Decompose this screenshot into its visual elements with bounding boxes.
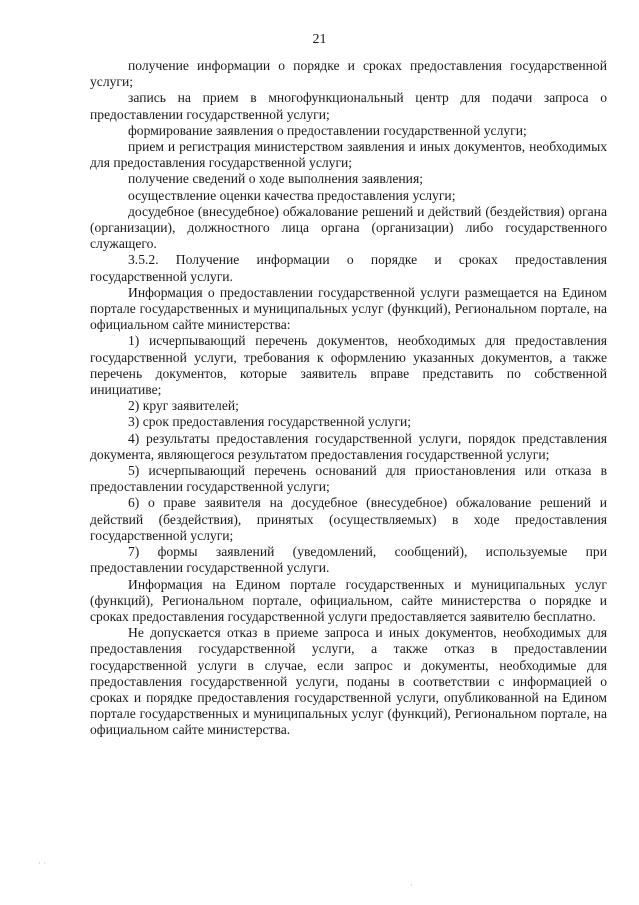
list-item: 1) исчерпывающий перечень документов, необходимых для предоставления государственной услуги, требования к оформлению указанных документов, а также перечень документов, которые заявитель вправе представить по собственной инициативе; — [90, 333, 607, 398]
paragraph: Информация о предоставлении государственной услуги размещается на Едином портале государственных и муниципальных услуг (функций), Региональном портале, на официальном сайте министерства: — [90, 284, 607, 333]
paragraph: досудебное (внесудебное) обжалование решений и действий (бездействия) органа (организации), должностного лица органа (организации) либо государственного служащего. — [90, 203, 607, 252]
paragraph: формирование заявления о предоставлении государственной услуги; — [128, 122, 527, 138]
list-item: 4) результаты предоставления государственной услуги, порядок представления документа, являющегося результатом предоставления государственной услуги; — [90, 430, 607, 462]
scan-noise: · · — [38, 858, 47, 868]
paragraph: получение сведений о ходе выполнения заявления; — [128, 171, 423, 187]
paragraph: получение информации о порядке и сроках предоставления государственной услуги; — [90, 58, 607, 90]
section-heading: 3.5.2. Получение информации о порядке и сроках предоставления государственной услуги. — [90, 252, 607, 284]
paragraph: осуществление оценки качества предоставления услуги; — [128, 187, 456, 203]
list-item: 5) исчерпывающий перечень оснований для приостановления или отказа в предоставлении государственной услуги; — [90, 463, 607, 495]
paragraph: Не допускается отказ в приеме запроса и иных документов, необходимых для предоставления государственной услуги, а также отказ в предоставлении государственной услуги в случае, если запрос и документы, необходимые для предоставления государственной услуги, поданы в соответствии с информацией о сроках и порядке предоставления государственной услуги, опубликованной на Едином портале государственных и муниципальных услуг (функций), Региональном портале, на официальном сайте министерства. — [90, 625, 607, 738]
paragraph: запись на прием в многофункциональный центр для подачи запроса о предоставлении государственной услуги; — [90, 90, 607, 122]
paragraph: Информация на Едином портале государственных и муниципальных услуг (функций), Региональном портале, официальном, сайте министерства о порядке и сроках предоставления государственной услуги предоставляется заявителю бесплатно. — [90, 576, 607, 624]
list-item: 3) срок предоставления государственной услуги; — [128, 414, 412, 430]
scan-noise: · — [410, 880, 413, 890]
list-item: 6) о праве заявителя на досудебное (внесудебное) обжалование решений и действий (бездействия), принятых (осуществляемых) в ходе предоставления государственной услуги; — [90, 495, 607, 543]
list-item: 7) формы заявлений (уведомлений, сообщений), используемые при предоставлении государственной услуги. — [90, 544, 607, 576]
paragraph: прием и регистрация министерством заявления и иных документов, необходимых для предоставления государственной услуги; — [90, 139, 607, 171]
document-body — [90, 58, 607, 739]
list-item: 2) круг заявителей; — [128, 398, 239, 414]
page-number: 21 — [312, 32, 327, 47]
